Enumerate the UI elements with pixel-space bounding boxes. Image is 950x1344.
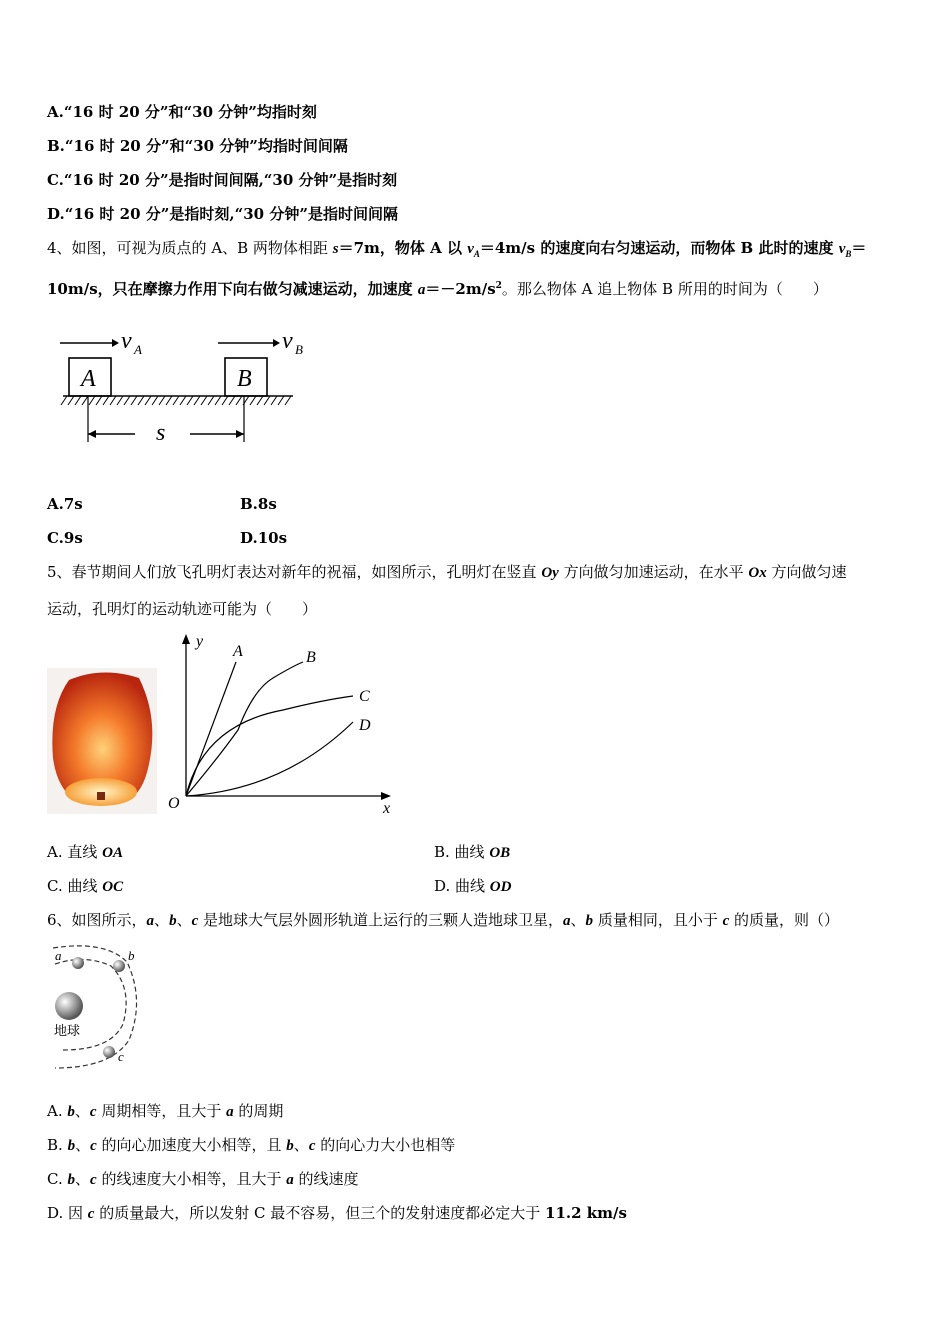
earth-label: 地球 [54,1024,81,1039]
q3-option-a: A.“16 时 20 分”和“30 分钟”均指时刻 [47,103,317,121]
satellite-a-icon [72,957,84,969]
q3-option-d: D.“16 时 20 分”是指时刻,“30 分钟”是指时间间隔 [47,205,398,223]
vA-label: v [121,328,132,354]
q4-option-c: C.9s [47,529,83,547]
vA-sub: A [134,342,142,357]
box-A-label: A [81,366,96,392]
q5-option-b: B. 曲线 OB [434,843,511,861]
q5-trajectory-figure [163,630,398,815]
q6-option-d: D. 因 c 的质量最大，所以发射 C 最不容易，但三个的发射速度都必定大于 11.2 km/s [47,1204,627,1222]
satellite-a-label: a [55,948,62,963]
q4-option-b: B.8s [240,495,277,513]
satellite-c-label: c [118,1049,124,1064]
q4-stem-line2: 10m/s，只在摩擦力作用下向右做匀减速运动，加速度 $a=-2m/s^2$。那么物体 A 追上物体 B 所用的时间为（ ） [47,280,828,298]
label-D: D [359,717,371,734]
q5-option-d: D. 曲线 OD [434,877,512,895]
curve-OC [186,696,353,796]
q5-option-a: A. 直线 OA [47,843,123,861]
y-axis-label: y [196,633,204,650]
ground-hatch [61,396,291,405]
q5-option-c: C. 曲线 OC [47,877,124,895]
x-axis-label: x [383,800,391,815]
q4-option-a: A.7s [47,495,83,513]
q5-stem-line2: 运动，孔明灯的运动轨迹可能为（ ） [47,600,318,618]
satellite-b-label: b [128,948,135,963]
s-label: s [156,420,166,446]
q6-orbit-figure [45,940,155,1072]
q4-stem-line1: 4、如图，可视为质点的 A、B 两物体相距 s＝7m，物体 A 以 $v_A=4m/s$ 的速度向右匀速运动，而物体 B 此时的速度 $v_B=$ [47,239,867,259]
sky-lantern-photo [47,668,157,814]
q6-stem: 6、如图所示，a、b、c 是地球大气层外圆形轨道上运行的三颗人造地球卫星，a、b 质量相同，且小于 c 的质量，则（） [47,911,840,929]
satellite-c-icon [103,1046,115,1058]
box-B-label: B [237,366,252,392]
vB-sub: B [295,342,303,357]
satellite-b-icon [113,960,125,972]
curve-OD [186,722,353,796]
q5-stem-line1: 5、春节期间人们放飞孔明灯表达对新年的祝福，如图所示，孔明灯在竖直 Oy 方向做匀加速运动，在水平 Ox 方向做匀速 [47,563,847,581]
q4-option-d: D.10s [240,529,288,547]
q3-option-c: C.“16 时 20 分”是指时间间隔,“30 分钟”是指时刻 [47,171,398,189]
q6-option-a: A. b、c 周期相等，且大于 a 的周期 [47,1102,284,1120]
q6-option-c: C. b、c 的线速度大小相等，且大于 a 的线速度 [47,1170,359,1188]
q6-option-b: B. b、c 的向心加速度大小相等，且 b、c 的向心力大小也相等 [47,1136,456,1154]
label-B: B [306,649,316,666]
q3-option-b: B.“16 时 20 分”和“30 分钟”均指时间间隔 [47,137,348,155]
label-A: A [233,643,243,660]
q4-figure [55,322,305,452]
earth-icon [55,992,83,1020]
curve-OB [186,662,303,796]
label-C: C [359,688,370,705]
vB-label: v [282,328,293,354]
origin-label: O [168,795,180,812]
line-OA [186,662,236,796]
